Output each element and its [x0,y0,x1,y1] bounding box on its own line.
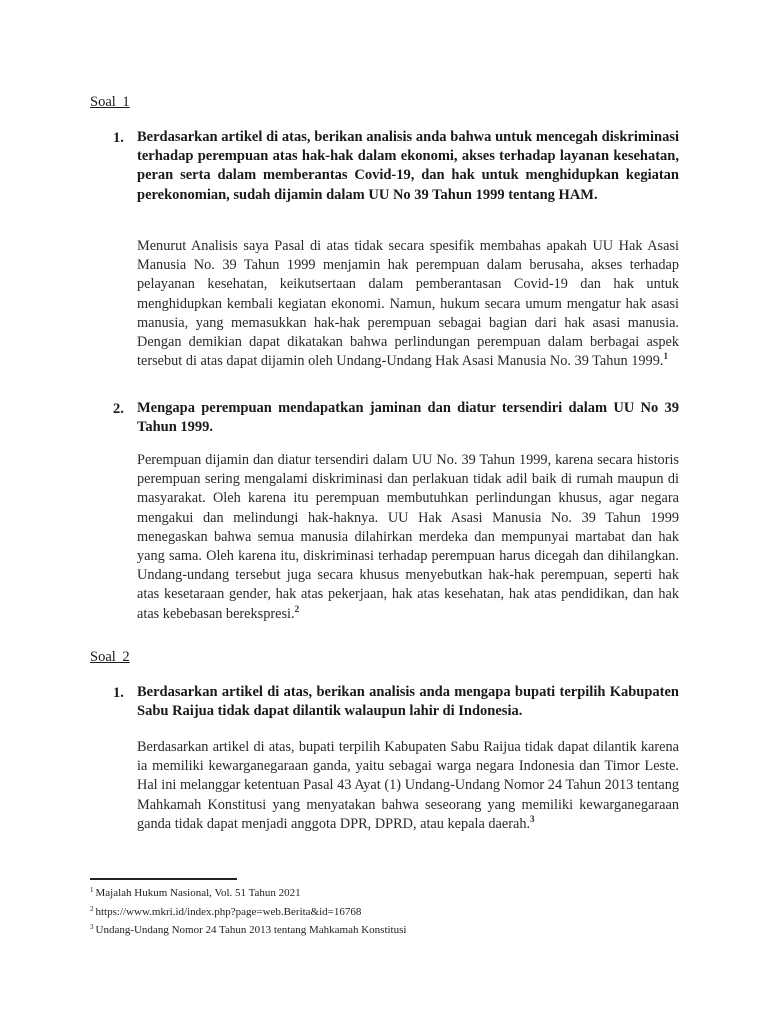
footnote-item [90,883,690,902]
footnote-reference: 3 [530,813,535,824]
footnote-text: Undang-Undang Nomor 24 Tahun 2013 tentang Mahkamah Konstitusi [95,924,407,937]
footnote-link[interactable]: https://www.mkri.id/index.php?page=web.Berita&id=16768 [95,905,362,918]
question-text: Berdasarkan artikel di atas, berikan analisis anda mengapa bupati terpilih Kabupaten Sabu Raijua tidak dapat dilantik walaupun lahir di Indonesia. [137,684,679,720]
question-number: 1. [113,130,124,146]
answer-text: Menurut Analisis saya Pasal di atas tidak secara spesifik membahas apakah UU Hak Asasi Manusia No. 39 Tahun 1999 menjamin hak perempuan dalam berusaha, akses terhadap pelayanan kesehatan, keikutsertaan dalam pemberantasan Covid-19 dan hak untuk menghidupkan kembali kegiatan ekonomi. Namun, hukum secara umum mengatur hak asasi manusia, yang memasukkan hak-hak perempuan sebagai bagian dari hak asasi manusia. Dengan demikian dapat dikatakan bahwa perlindungan perempuan dalam berbagai aspek tersebut di atas dapat dijamin oleh Undang-Undang Hak Asasi Manusia No. 39 Tahun 1999. [137,238,679,370]
footnote-reference: 1 [663,351,668,362]
footnote-text: Majalah Hukum Nasional, Vol. 51 Tahun 2021 [95,887,301,899]
answer-text: Perempuan dijamin dan diatur tersendiri dalam UU No. 39 Tahun 1999, karena secara historis perempuan sering mengalami diskriminasi dan perlakuan tidak adil baik di rumah maupun di masyarakat. Oleh karena itu perempuan membutuhkan perlindungan khusus, agar negara mengakui dan melindungi hak-haknya. UU Hak Asasi Manusia No. 39 Tahun 1999 menegaskan bahwa semua manusia dilahirkan merdeka dan mempunyai martabat dan hak yang sama. Oleh karena itu, diskriminasi terhadap perempuan harus dicegah dan dihilangkan. Undang-undang tersebut juga secara khusus menyebutkan hak-hak perempuan, seperti hak atas kesetaraan gender, hak atas pekerjaan, hak atas kesehatan, hak atas pendidikan, dan hak atas kebebasan berekspresi. [137,452,679,622]
section-heading-soal-2: Soal 2 [90,649,130,665]
section-heading-soal-1: Soal 1 [90,94,130,110]
footnote-mark: 3 [90,923,94,932]
answer-paragraph [137,451,679,624]
question-number: 2. [113,401,124,417]
footnote-reference: 2 [294,603,300,614]
answer-paragraph [137,738,679,834]
question-text: Mengapa perempuan mendapatkan jaminan dan diatur tersendiri dalam UU No 39 Tahun 1999. [137,400,679,436]
answer-text: Berdasarkan artikel di atas, bupati terpilih Kabupaten Sabu Raijua tidak dapat dilantik karena ia memiliki kewarganegaraan ganda, yaitu sebagai warga negara Indonesia dan Timor Leste. Hal ini melanggar ketentuan Pasal 43 Ayat (1) Undang-Undang Nomor 24 Tahun 2013 tentang Mahkamah Konstitusi yang menyatakan bahwa seseorang yang memiliki kewarganegaraan ganda tidak dapat menjadi anggota DPR, DPRD, atau kepala daerah. [137,739,679,832]
question-text: Berdasarkan artikel di atas, berikan analisis anda bahwa untuk mencegah diskriminasi terhadap perempuan atas hak-hak dalam ekonomi, akses terhadap layanan kesehatan, peran serta dalam memberantas Covid-19, dan hak untuk menghidupkan kegiatan perekonomian, sudah dijamin dalam UU No 39 Tahun 1999 tentang HAM. [137,129,679,203]
footnote-separator [90,878,237,880]
question-number: 1. [113,685,124,701]
footnotes [90,883,690,939]
footnote-item [90,902,690,921]
answer-paragraph [137,237,679,371]
footnote-mark: 2 [90,904,94,913]
footnote-mark: 1 [90,886,94,894]
footnote-item [90,920,690,939]
